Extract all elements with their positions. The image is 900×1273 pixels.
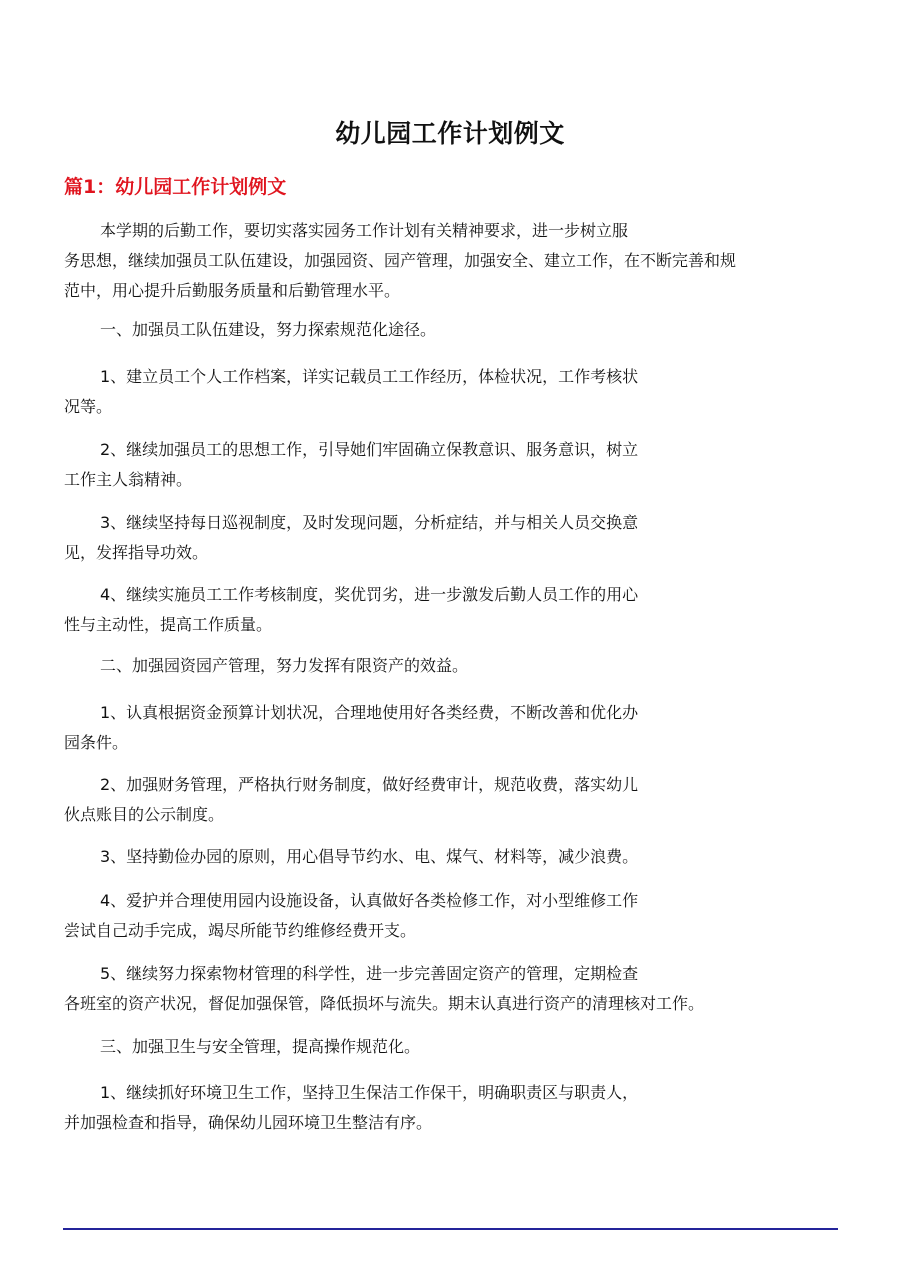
paragraph-line: 3、坚持勤俭办园的原则，用心倡导节约水、电、煤气、材料等，减少浪费。 (100, 847, 639, 866)
paragraph-line: 伙点账目的公示制度。 (64, 805, 225, 824)
paragraph (64, 651, 854, 681)
document-title: 幼儿园工作计划例文 (335, 119, 565, 148)
paragraph-line: 工作主人翁精神。 (64, 470, 193, 489)
paragraph-line: 务思想，继续加强员工队伍建设，加强园资、园产管理，加强安全、建立工作，在不断完善和规 (64, 251, 737, 270)
paragraph-line: 园条件。 (64, 733, 129, 752)
paragraph-line: 一、加强员工队伍建设，努力探索规范化途径。 (100, 320, 437, 339)
paragraph-line: 各班室的资产状况，督促加强保管，降低损坏与流失。期末认真进行资产的清理核对工作。 (64, 994, 705, 1013)
paragraph-line: 尝试自己动手完成，竭尽所能节约维修经费开支。 (64, 921, 417, 940)
paragraph-line: 二、加强园资园产管理，努力发挥有限资产的效益。 (100, 656, 469, 675)
section-heading: 篇1：幼儿园工作计划例文 (64, 176, 287, 198)
paragraph-line: 范中，用心提升后勤服务质量和后勤管理水平。 (64, 281, 401, 300)
paragraph (64, 435, 854, 495)
paragraph (64, 580, 854, 640)
paragraph-line: 1、认真根据资金预算计划状况，合理地使用好各类经费，不断改善和优化办 (100, 703, 639, 722)
paragraph-line: 3、继续坚持每日巡视制度，及时发现问题，分析症结，并与相关人员交换意 (100, 513, 639, 532)
paragraph (64, 842, 854, 872)
paragraph (64, 770, 854, 830)
paragraph-line: 见，发挥指导功效。 (64, 543, 209, 562)
paragraph-line: 本学期的后勤工作，要切实落实园务工作计划有关精神要求，进一步树立服 (100, 221, 629, 240)
paragraph-line: 三、加强卫生与安全管理，提高操作规范化。 (100, 1037, 421, 1056)
paragraph-line: 1、继续抓好环境卫生工作，坚持卫生保洁工作保干，明确职责区与职责人， (100, 1083, 639, 1102)
paragraph-line: 并加强检查和指导，确保幼儿园环境卫生整洁有序。 (64, 1113, 433, 1132)
footer-divider (63, 1228, 838, 1230)
paragraph-line: 2、加强财务管理，严格执行财务制度，做好经费审计，规范收费，落实幼儿 (100, 775, 639, 794)
paragraph (64, 959, 854, 1019)
paragraph (64, 1032, 854, 1062)
paragraph-line: 1、建立员工个人工作档案，详实记载员工工作经历，体检状况，工作考核状 (100, 367, 639, 386)
paragraph (64, 886, 854, 946)
paragraph-line: 况等。 (64, 397, 113, 416)
paragraph (64, 698, 854, 758)
paragraph (64, 362, 854, 422)
paragraph (64, 1078, 854, 1138)
paragraph (64, 315, 854, 345)
paragraph-line: 4、继续实施员工工作考核制度，奖优罚劣，进一步激发后勤人员工作的用心 (100, 585, 639, 604)
paragraph-line: 4、爱护并合理使用园内设施设备，认真做好各类检修工作，对小型维修工作 (100, 891, 639, 910)
paragraph (64, 508, 854, 568)
paragraph (64, 216, 854, 306)
paragraph-line: 性与主动性，提高工作质量。 (64, 615, 273, 634)
paragraph-line: 2、继续加强员工的思想工作，引导她们牢固确立保教意识、服务意识，树立 (100, 440, 639, 459)
paragraph-line: 5、继续努力探索物材管理的科学性，进一步完善固定资产的管理，定期检查 (100, 964, 639, 983)
